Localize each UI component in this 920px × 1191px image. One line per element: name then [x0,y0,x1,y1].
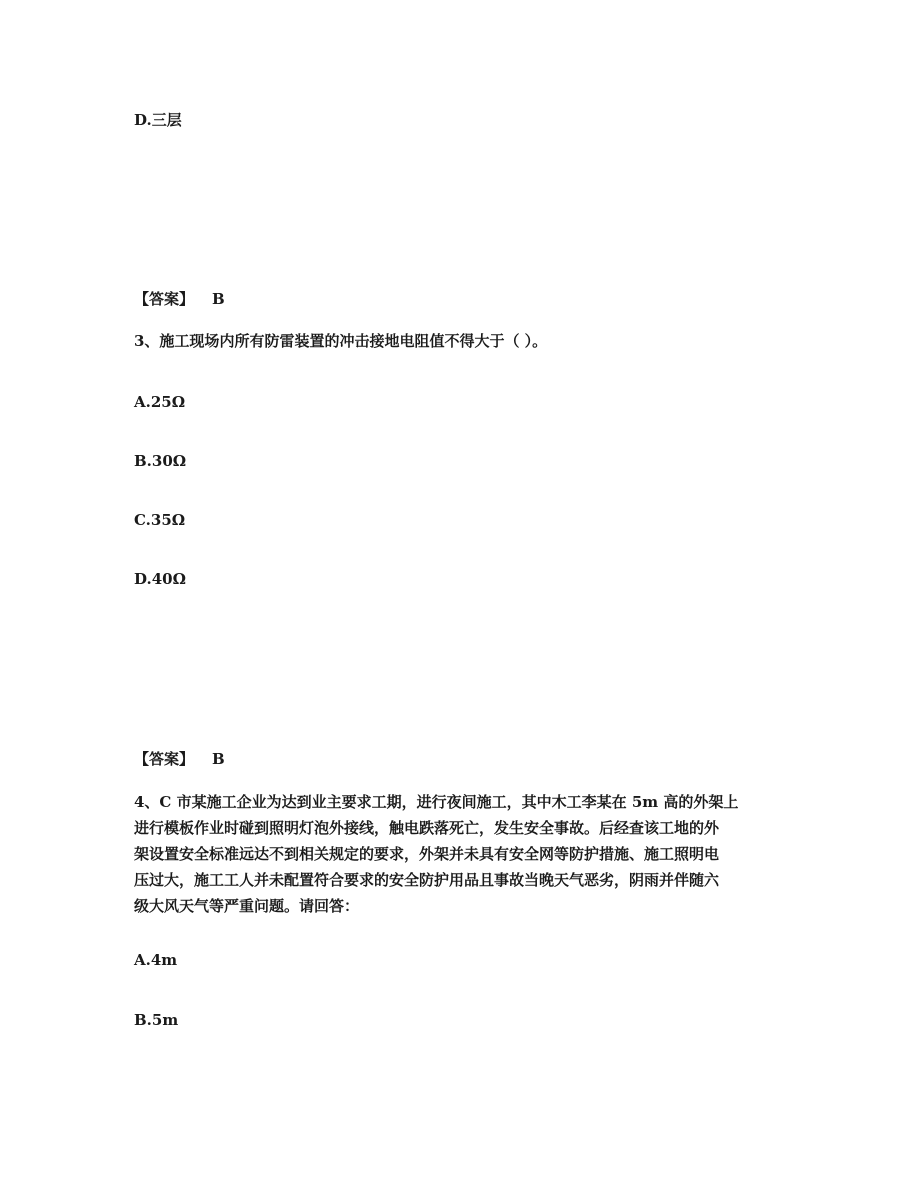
q3-stem: 3、施工现场内所有防雷装置的冲击接地电阻值不得大于（ ）。 [134,332,548,350]
q3-option-a: A.25Ω [134,393,186,411]
q3-option-b: B.30Ω [134,452,187,470]
q4-stem-line: 压过大，施工工人并未配置符合要求的安全防护用品且事故当晚天气恶劣，阴雨并伴随六 [134,871,720,889]
answer-label: 【答案】 [134,290,195,308]
q4-option-a: A.4m [134,951,178,969]
q4-stem [134,789,786,919]
q2-option-d: D.三层 [134,111,182,129]
q4-stem-line: 进行模板作业时碰到照明灯泡外接线，触电跌落死亡，发生安全事故。后经查该工地的外 [134,819,720,837]
answer-value: B [212,290,225,308]
q4-stem-line: 级大风天气等严重问题。请回答： [134,897,360,915]
q3-option-c: C.35Ω [134,511,186,529]
answer-value: B [212,750,225,768]
answer-label: 【答案】 [134,750,195,768]
q3-option-d: D.40Ω [134,570,186,588]
q4-option-b: B.5m [134,1011,179,1029]
q4-stem-line: 4、C 市某施工企业为达到业主要求工期，进行夜间施工，其中木工李某在 5m 高的外架上 [134,793,739,811]
q3-answer [134,749,225,769]
q4-stem-line: 架设置安全标准远达不到相关规定的要求，外架并未具有安全网等防护措施、施工照明电 [134,845,720,863]
q2-answer [134,289,225,309]
